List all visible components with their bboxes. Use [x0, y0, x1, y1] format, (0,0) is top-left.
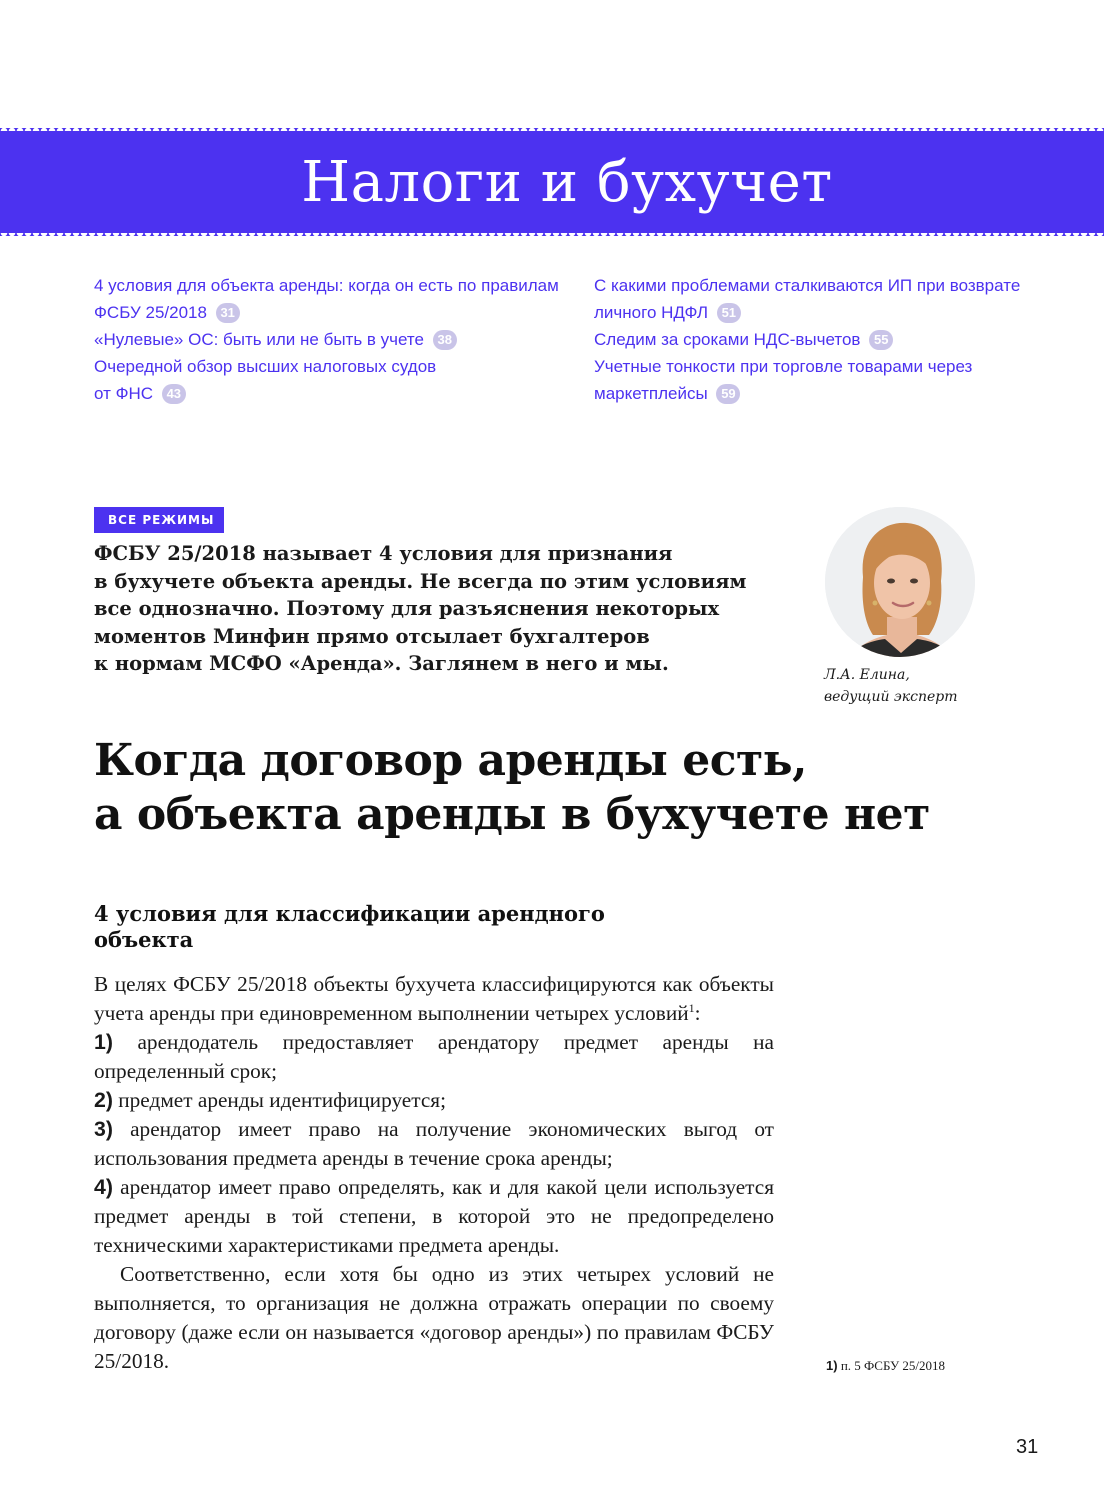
body-conclusion: Соответственно, если хотя бы одно из этих четырех условий не выполняется, то организация не должна отражать операции по своему договору (даже если он называется «договор аренды») по правилам ФСБУ 25/2018.	[94, 1262, 774, 1373]
toc-item[interactable]: «Нулевые» ОС: быть или не быть в учете 38	[94, 326, 564, 353]
toc-left-column	[94, 272, 564, 407]
condition-item: 4) арендатор имеет право определять, как и для какой цели используется предмет аренды в той степени, в которой это не предопределено техническими характеристиками предмета аренды.	[94, 1175, 774, 1257]
page-badge: 59	[716, 384, 740, 404]
toc-item[interactable]: С какими проблемами сталкиваются ИП при возврате личного НДФЛ 51	[594, 276, 1021, 322]
section-banner	[0, 128, 1104, 236]
regime-tag: ВСЕ РЕЖИМЫ	[94, 507, 224, 533]
article-headline: Когда договор аренды есть, а объекта аренды в бухучете нет	[94, 735, 930, 840]
toc-item[interactable]: Учетные тонкости при торговле товарами через маркетплейсы 59	[594, 357, 973, 403]
article-body	[94, 970, 774, 1376]
condition-item: 1) арендодатель предоставляет арендатору предмет аренды на определенный срок;	[94, 1030, 774, 1083]
toc-item[interactable]: Следим за сроками НДС-вычетов 55	[594, 326, 1064, 353]
author-portrait-icon	[825, 507, 975, 657]
condition-item: 2) предмет аренды идентифицируется;	[94, 1088, 446, 1112]
body-intro: В целях ФСБУ 25/2018 объекты бухучета классифицируются как объекты учета аренды при единовременном выполнении четырех условий$^1$:	[94, 972, 774, 1025]
article-lead: ФСБУ 25/2018 называет 4 условия для признания в бухучете объекта аренды. Не всегда по этим условиям все однозначно. Поэтому для разъяснения некоторых моментов Минфин прямо отсылает бухгалтеров к нормам МСФО «Аренда». Заглянем в него и мы.	[94, 542, 747, 675]
section-subheading: 4 условия для классификации арендного объекта	[94, 901, 605, 952]
author-name: Л.А. Елина,	[824, 667, 910, 683]
footnote-ref[interactable]: 1	[688, 1000, 695, 1015]
page-badge: 31	[216, 303, 240, 323]
page-badge: 43	[162, 384, 186, 404]
page-badge: 51	[717, 303, 741, 323]
author-caption	[824, 664, 1024, 708]
toc-item[interactable]: 4 условия для объекта аренды: когда он есть по правилам ФСБУ 25/2018 31	[94, 276, 559, 322]
condition-item: 3) арендатор имеет право на получение экономических выгод от использования предмета аренды в течение срока аренды;	[94, 1117, 774, 1170]
author-photo	[825, 507, 975, 657]
footnote: 1) п. 5 ФСБУ 25/2018	[826, 1358, 946, 1373]
section-title: Налоги и бухучет	[301, 150, 833, 215]
toc-item[interactable]: Очередной обзор высших налоговых судов от ФНС 43	[94, 357, 437, 403]
page-badge: 55	[869, 330, 893, 350]
author-role: ведущий эксперт	[824, 689, 958, 705]
toc-right-column	[594, 272, 1064, 407]
page-number: 31	[1016, 1436, 1039, 1458]
page-badge: 38	[433, 330, 457, 350]
